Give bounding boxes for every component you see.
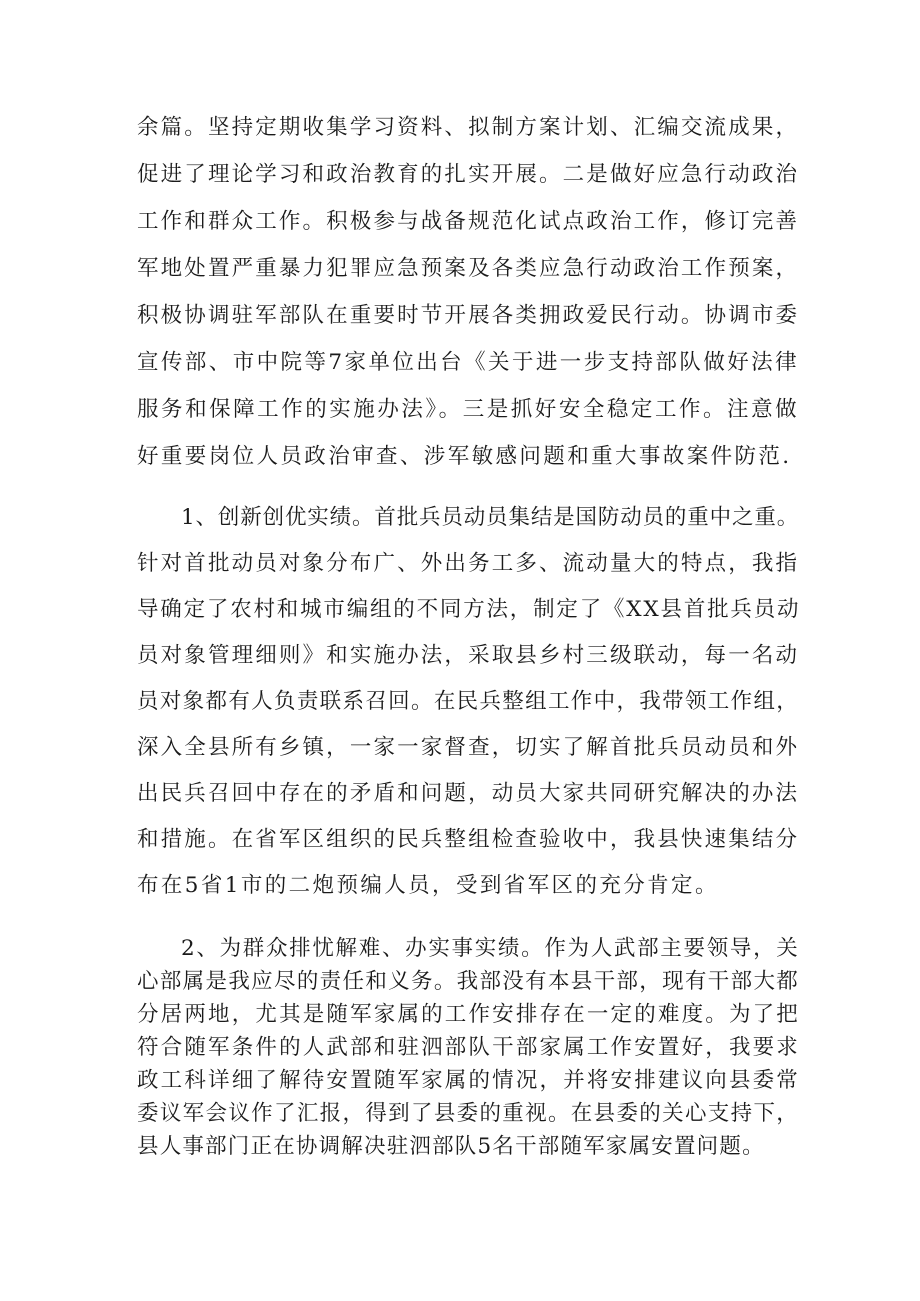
text-line: 针对首批动员对象分布广、外出务工多、流动量大的特点，我指 bbox=[137, 551, 799, 576]
text-line: 心部属是我应尽的责任和义务。我部没有本县干部，现有干部大都 bbox=[137, 969, 799, 994]
text-line: 宣传部、市中院等7家单位出台《关于进一步支持部队做好法律 bbox=[137, 350, 799, 375]
text-line: 导确定了农村和城市编组的不同方法，制定了《XX县首批兵员动 bbox=[137, 597, 801, 622]
text-line: 政工科详细了解待安置随军家属的情况，并将安排建议向县委常 bbox=[137, 1068, 799, 1093]
text-line: 员对象管理细则》和实施办法，采取县乡村三级联动，每一名动 bbox=[137, 643, 799, 668]
text-line: 分居两地，尤其是随军家属的工作安排存在一定的难度。为了把 bbox=[137, 1002, 799, 1027]
text-line: 委议军会议作了汇报，得到了县委的重视。在县委的关心支持下， bbox=[137, 1101, 799, 1126]
text-line: 军地处置严重暴力犯罪应急预案及各类应急行动政治工作预案， bbox=[137, 256, 799, 281]
text-line: 和措施。在省军区组织的民兵整组检查验收中，我县快速集结分 bbox=[137, 827, 799, 852]
text-line: 服务和保障工作的实施办法》。三是抓好安全稳定工作。注意做 bbox=[137, 397, 799, 422]
text-line: 符合随军条件的人武部和驻泗部队干部家属工作安置好，我要求 bbox=[137, 1035, 799, 1060]
text-line: 员对象都有人负责联系召回。在民兵整组工作中，我带领工作组， bbox=[137, 689, 799, 714]
text-line: 1、创新创优实绩。首批兵员动员集结是国防动员的重中之重。 bbox=[181, 505, 799, 530]
text-line: 深入全县所有乡镇，一家一家督查，切实了解首批兵员动员和外 bbox=[137, 735, 799, 760]
text-line: 县人事部门正在协调解决驻泗部队5名干部随军家属安置问题。 bbox=[137, 1134, 765, 1159]
text-line: 好重要岗位人员政治审查、涉军敏感问题和重大事故案件防范. bbox=[137, 444, 792, 469]
text-line: 余篇。坚持定期收集学习资料、拟制方案计划、汇编交流成果， bbox=[137, 115, 799, 140]
text-line: 积极协调驻军部队在重要时节开展各类拥政爱民行动。协调市委 bbox=[137, 303, 799, 328]
text-line: 布在5省1市的二炮预编人员，受到省军区的充分肯定。 bbox=[137, 873, 719, 898]
text-line: 出民兵召回中存在的矛盾和问题，动员大家共同研究解决的办法 bbox=[137, 781, 799, 806]
text-line: 2、为群众排忧解难、办实事实绩。作为人武部主要领导，关 bbox=[181, 936, 799, 961]
text-line: 促进了理论学习和政治教育的扎实开展。二是做好应急行动政治 bbox=[137, 162, 799, 187]
text-line: 工作和群众工作。积极参与战备规范化试点政治工作，修订完善 bbox=[137, 209, 799, 234]
